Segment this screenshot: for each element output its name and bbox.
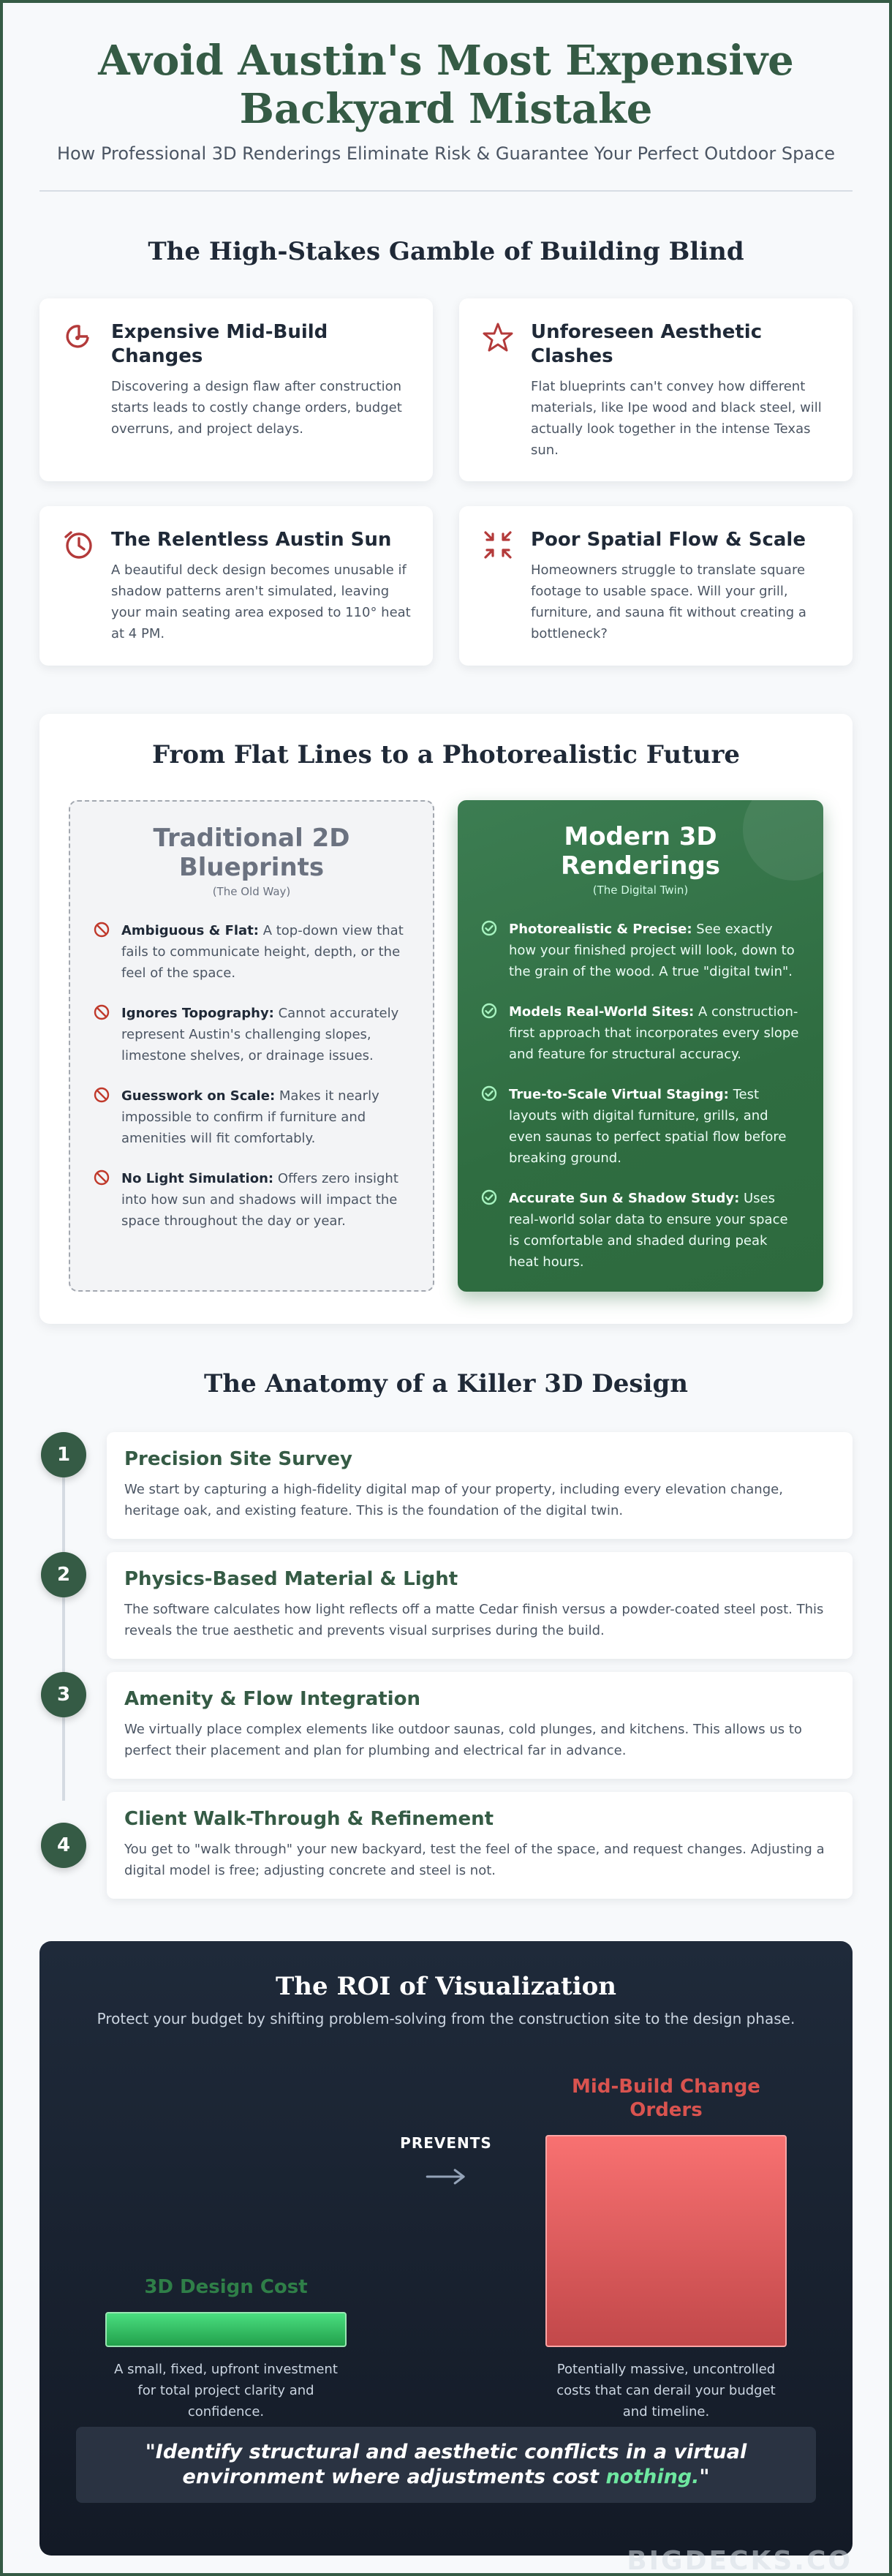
step-title: Amenity & Flow Integration [124,1688,420,1710]
point-text: Uses real-world solar data to ensure your space is comfortable and shaded during peak heat hours. [509,1191,788,1270]
step-title: Client Walk-Through & Refinement [124,1808,494,1830]
page-title: Avoid Austin's Most Expensive Backyard Mistake [98,37,794,133]
roi-section [39,1941,853,2576]
point-label: True-to-Scale Virtual Staging: [509,1087,729,1102]
point-text: A top-down view that fails to communicate height, depth, or the feel of the space. [121,923,404,981]
step-text: The software calculates how light reflects off a matte Cedar finish versus a powder-coated steel post. This reveals the true aesthetic and prevents visual surprises during the build. [124,1602,824,1638]
star-icon [483,320,515,459]
risk-card-title: Expensive Mid-Build Changes [111,321,328,367]
process-step [39,1432,853,1539]
point-text: A construction-first approach that incorporates every slope and feature for structural accuracy. [509,1004,799,1062]
header-divider [39,190,853,192]
risk-card-title: Unforeseen Aesthetic Clashes [531,321,763,367]
risk-card-title: The Relentless Austin Sun [111,529,392,551]
arrow-right-icon [400,2168,492,2188]
roi-comparison [76,2049,816,2422]
no-icon [94,1085,111,1149]
point-text: Makes it nearly impossible to confirm if furniture and amenities will fit comfortably. [121,1088,379,1146]
modern-subtitle: (The Digital Twin) [592,884,689,897]
step-connector [62,1596,65,1681]
step-text: We start by capturing a high-fidelity digital map of your property, including every elevation change, heritage oak, and existing feature. This is the foundation of the digital twin. [124,1482,783,1518]
anatomy-title: The Anatomy of a Killer 3D Design [204,1369,688,1398]
change-orders-bar [545,2135,787,2347]
modern-point [481,1188,800,1273]
process-step [39,1792,853,1899]
prevents-label: PREVENTS [400,2134,492,2152]
change-orders-desc: Potentially massive, uncontrolled costs that can derail your budget and timeline. [556,2362,776,2419]
step-number: 4 [41,1823,86,1868]
step-connector [62,1476,65,1561]
modern-title: Modern 3D Renderings [560,822,721,881]
traditional-point [94,920,409,984]
traditional-point [94,1003,409,1066]
quote-highlight: nothing. [605,2466,700,2488]
risk-cards [39,298,853,666]
modern-point [481,1084,800,1169]
point-label: Guesswork on Scale: [121,1088,276,1104]
step-title: Physics-Based Material & Light [124,1568,458,1590]
step-text: We virtually place complex elements like outdoor saunas, cold plunges, and kitchens. This allows us to perfect their placement and plan for plumbing and electrical far in advance. [124,1722,802,1758]
prevents-indicator [400,2134,492,2188]
no-icon [94,1168,111,1232]
risk-card [39,298,433,481]
traditional-column [69,800,434,1292]
risk-card [39,506,433,666]
check-circle-icon [481,1188,499,1273]
point-label: No Light Simulation: [121,1171,274,1186]
roi-subtitle: Protect your budget by shifting problem-solving from the construction site to the design phase. [97,2010,795,2027]
step-connector [62,1716,65,1801]
risk-card-title: Poor Spatial Flow & Scale [531,529,806,551]
traditional-subtitle: (The Old Way) [212,885,291,898]
traditional-title: Traditional 2D Blueprints [153,824,350,882]
design-cost-column [105,2275,347,2422]
traditional-point [94,1085,409,1149]
point-label: Ambiguous & Flat: [121,923,259,938]
no-icon [94,920,111,984]
brand-watermark: BIGDECKS.CO [627,2546,853,2576]
clock-icon [63,528,95,644]
step-number: 1 [41,1432,86,1477]
risk-card [459,506,853,666]
point-text: See exactly how your finished project will look, down to the grain of the wood. A true "digital twin". [509,922,795,979]
roi-title: The ROI of Visualization [275,1972,617,2001]
page-subtitle: How Professional 3D Renderings Eliminate Risk & Guarantee Your Perfect Outdoor Space [56,143,836,164]
comparison-title: From Flat Lines to a Photorealistic Future [151,740,741,769]
modern-column [458,800,823,1292]
change-orders-label: Mid-Build Change Orders [572,2076,760,2121]
risk-card-text: A beautiful deck design becomes unusable if shadow patterns aren't simulated, leaving your main seating area exposed to 110° heat at 4 PM. [111,562,411,641]
modern-point [481,1001,800,1065]
process-steps [39,1432,853,1899]
compress-icon [483,528,515,644]
design-cost-desc: A small, fixed, upfront investment for total project clarity and confidence. [114,2362,338,2419]
step-text: You get to "walk through" your new backyard, test the feel of the space, and request changes. Adjusting a digital model is free; adjusting concrete and steel is not. [124,1842,825,1878]
design-cost-label: 3D Design Cost [144,2276,308,2298]
risk-card-text: Flat blueprints can't convey how different materials, like Ipe wood and black steel, will actually look together in the intense Texas sun. [531,379,822,458]
point-text: Cannot accurately represent Austin's challenging slopes, limestone shelves, or drainage issues. [121,1006,399,1063]
point-label: Photorealistic & Precise: [509,922,692,937]
dollar-warning-icon [63,320,95,459]
risk-card-text: Homeowners struggle to translate square footage to usable space. Will your grill, furniture, and sauna fit without creating a bottleneck? [531,562,806,641]
comparison-section [39,714,853,1324]
step-number: 2 [41,1552,86,1597]
roi-quote: "Identify structural and aesthetic conflicts in a virtual environment where adjustments cost nothing." [76,2427,816,2503]
risks-title: The High-Stakes Gamble of Building Blind [148,237,744,266]
point-label: Accurate Sun & Shadow Study: [509,1191,740,1206]
process-step [39,1672,853,1779]
point-label: Models Real-World Sites: [509,1004,695,1020]
no-icon [94,1003,111,1066]
modern-point [481,919,800,982]
traditional-point [94,1168,409,1232]
design-cost-bar [105,2312,347,2347]
step-title: Precision Site Survey [124,1448,352,1470]
check-circle-icon [481,1001,499,1065]
change-orders-column [545,2075,787,2422]
process-step [39,1552,853,1659]
risk-card [459,298,853,481]
step-number: 3 [41,1672,86,1717]
check-circle-icon [481,1084,499,1169]
check-circle-icon [481,919,499,982]
risk-card-text: Discovering a design flaw after construction starts leads to costly change orders, budget overruns, and project delays. [111,379,402,437]
point-text: Offers zero insight into how sun and shadows will impact the space throughout the day or year. [121,1171,398,1229]
point-label: Ignores Topography: [121,1006,274,1021]
point-text: Test layouts with digital furniture, grills, and even saunas to perfect spatial flow before breaking ground. [509,1087,787,1166]
